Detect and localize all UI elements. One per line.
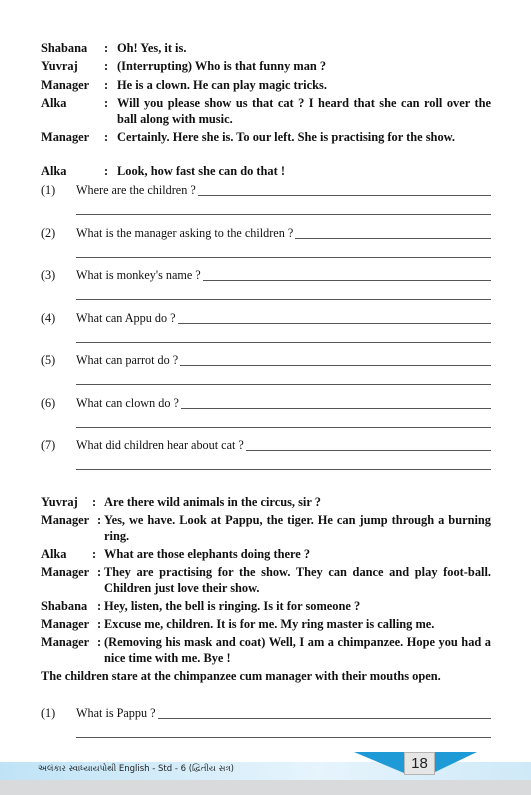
question-item <box>41 353 491 393</box>
page-number: 18 <box>404 752 435 775</box>
speaker-name: Alka <box>41 164 67 178</box>
speaker-name: Yuvraj <box>41 59 78 73</box>
answer-line[interactable] <box>76 469 491 470</box>
question-text: What can clown do ? <box>76 396 179 410</box>
speaker-name: Manager <box>41 617 90 631</box>
question-text: What is monkey's name ? <box>76 268 201 282</box>
colon: : <box>97 599 102 613</box>
colon: : <box>104 96 109 110</box>
footer-bottom-band <box>0 780 531 795</box>
speaker-name: Manager <box>41 565 90 579</box>
colon: : <box>104 59 109 73</box>
dialogue-text: (Interrupting) Who is that funny man ? <box>117 59 327 73</box>
dialogue-text: Will you please show us that cat ? I heard that she can roll over the ball along with music. <box>117 96 491 126</box>
speaker-name: Manager <box>41 513 90 527</box>
question-text: Where are the children ? <box>76 183 196 197</box>
question-item <box>41 396 491 436</box>
question-item <box>41 268 491 308</box>
question-text: What is the manager asking to the children ? <box>76 226 294 240</box>
dialogue-text: Oh! Yes, it is. <box>117 41 187 55</box>
page-footer <box>0 752 531 795</box>
question-number: (5) <box>41 353 56 367</box>
speaker-name: Shabana <box>41 41 88 55</box>
question-text: What is Pappu ? <box>76 706 156 720</box>
question-item <box>41 438 491 478</box>
right-arrow-shape <box>433 752 477 773</box>
colon: : <box>97 635 102 649</box>
answer-line[interactable] <box>76 384 491 385</box>
speaker-name: Alka <box>41 547 67 561</box>
colon: : <box>92 495 97 509</box>
question-text: What did children hear about cat ? <box>76 438 244 452</box>
dialogue-text: What are those elephants doing there ? <box>104 547 311 561</box>
question-number: (2) <box>41 226 56 240</box>
question-number: (1) <box>41 183 56 197</box>
dialogue-text: Look, how fast she can do that ! <box>117 164 285 178</box>
colon: : <box>104 41 109 55</box>
question-item <box>41 226 491 266</box>
question-number: (3) <box>41 268 56 282</box>
answer-line[interactable] <box>76 427 491 428</box>
answer-line[interactable] <box>76 342 491 343</box>
speaker-name: Manager <box>41 130 90 144</box>
colon: : <box>104 78 109 92</box>
answer-line[interactable] <box>76 214 491 215</box>
dialogue-text: Certainly. Here she is. To our left. She is practising for the show. <box>117 130 455 144</box>
speaker-name: Manager <box>41 78 90 92</box>
dialogue-text: (Removing his mask and coat) Well, I am a chimpanzee. Hope you had a nice time with me. Bye ! <box>104 635 491 665</box>
dialogue-text: Excuse me, children. It is for me. My ring master is calling me. <box>104 617 435 631</box>
narration-text: The children stare at the chimpanzee cum manager with their mouths open. <box>41 669 441 683</box>
colon: : <box>92 547 97 561</box>
colon: : <box>97 617 102 631</box>
speaker-name: Shabana <box>41 599 88 613</box>
question-item <box>41 311 491 351</box>
answer-line[interactable] <box>76 257 491 258</box>
left-arrow-shape <box>354 752 404 773</box>
book-title: અલંકાર સ્વાધ્યાયપોથી English - Std - 6 (દ્વિતીય સત્ર) <box>38 764 234 774</box>
answer-line[interactable] <box>76 299 491 300</box>
question-number: (7) <box>41 438 56 452</box>
dialogue-text: Are there wild animals in the circus, sir ? <box>104 495 321 509</box>
question-number: (6) <box>41 396 56 410</box>
answer-line[interactable] <box>76 737 491 738</box>
speaker-name: Alka <box>41 96 67 110</box>
colon: : <box>97 513 102 527</box>
dialogue-text: He is a clown. He can play magic tricks. <box>117 78 327 92</box>
colon: : <box>104 164 109 178</box>
question-number: (1) <box>41 706 56 720</box>
colon: : <box>97 565 102 579</box>
dialogue-text: They are practising for the show. They can dance and play foot-ball. Children just love their show. <box>104 565 491 595</box>
question-item <box>41 706 491 746</box>
speaker-name: Yuvraj <box>41 495 78 509</box>
question-text: What can Appu do ? <box>76 311 176 325</box>
question-text: What can parrot do ? <box>76 353 179 367</box>
dialogue-text: Yes, we have. Look at Pappu, the tiger. He can jump through a burning ring. <box>104 513 491 543</box>
colon: : <box>104 130 109 144</box>
dialogue-text: Hey, listen, the bell is ringing. Is it for someone ? <box>104 599 361 613</box>
question-item <box>41 183 491 223</box>
question-number: (4) <box>41 311 56 325</box>
speaker-name: Manager <box>41 635 90 649</box>
